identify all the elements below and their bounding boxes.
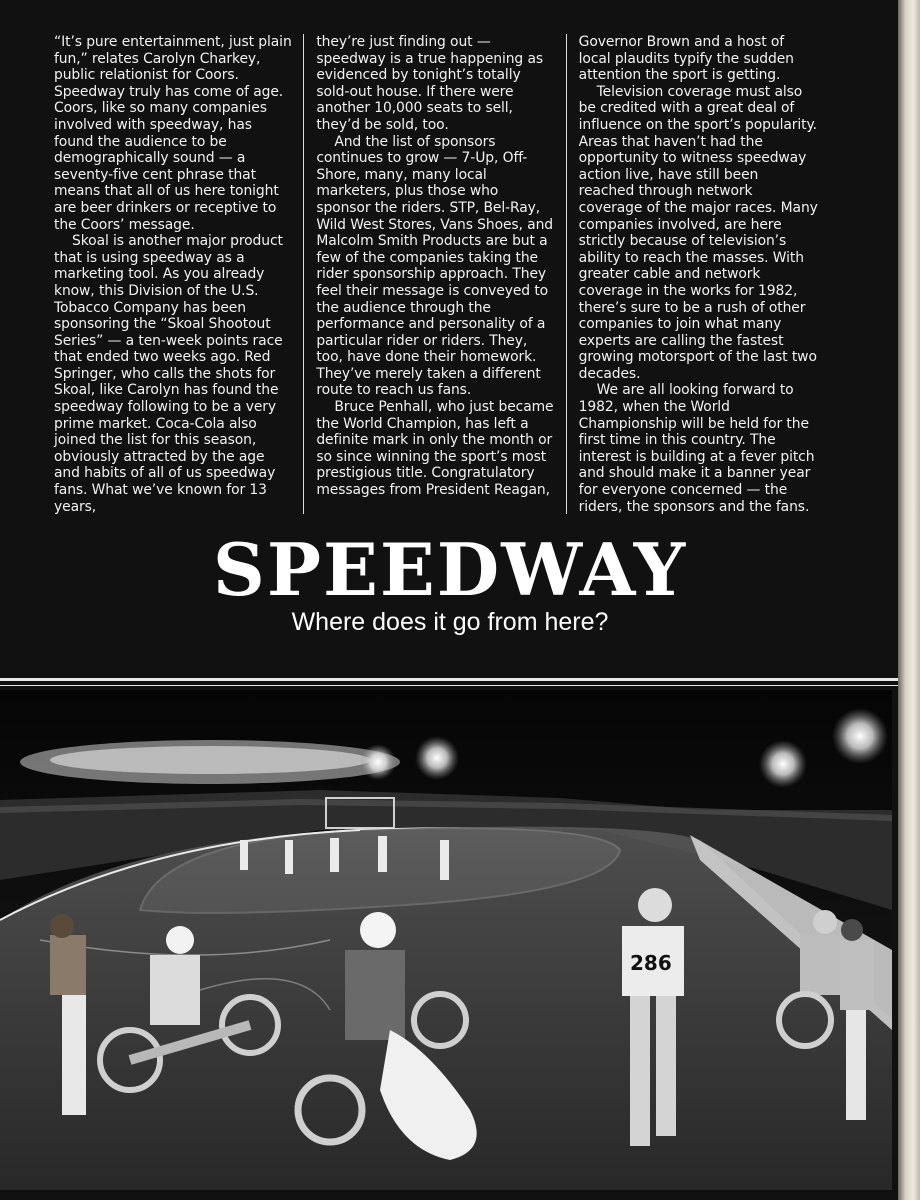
- paragraph: And the list of sponsors continues to grow — 7-Up, Off-Shore, many, many local marketers, plus those who sponsor the riders. STP, Bel-Ray, Wild West Stores, Vans Shoes, and Malcolm Smith Products are but a few of the companies taking the rider sponsorship approach. They feel their message is conveyed to the audience through the performance and personality of a particular rider or riders. They, too, have done their homework. They’ve merely taken a different route to reach us fans.: [316, 133, 554, 399]
- divider-rule-thin: [0, 685, 898, 686]
- page-edge: [898, 0, 920, 1200]
- subheadline: Where does it go from here?: [291, 608, 609, 636]
- speedway-photo: [0, 690, 892, 1190]
- paragraph: Governor Brown and a host of local plaudits typify the sudden attention the sport is getting.: [578, 34, 794, 84]
- paragraph: We are all looking forward to 1982, when the World Championship will be held for the first time in this country. The interest is building at a fever pitch and should make it a banner year for everyone concerned — the riders, the sponsors and the fans.: [578, 382, 815, 515]
- column-1: [48, 34, 303, 514]
- paragraph: they’re just finding out — speedway is a true happening as evidenced by tonight’s totally sold-out house. If there were another 10,000 seats to sell, they’d be sold, too.: [316, 34, 544, 133]
- column-3: [566, 34, 828, 514]
- paragraph: “It’s pure entertainment, just plain fun,” relates Carolyn Charkey, public relationist for Coors. Speedway truly has come of age. Coors, like so many companies involved with speedway, has found the audience to be demographically sound — a seventy-five cent phrase that means that all of us here tonight are beer drinkers or receptive to the Coors’ message.: [54, 34, 292, 233]
- headline: SPEEDWAY: [212, 527, 688, 612]
- paragraph: Bruce Penhall, who just became the World Champion, has left a definite mark in only the month or so since winning the sport’s most prestigious title. Congratulatory messages from President Reagan,: [316, 399, 554, 499]
- column-2: [303, 34, 565, 514]
- paragraph: Television coverage must also be credited with a great deal of influence on the sport’s popularity. Areas that haven’t had the opportunity to witness speedway action live, have still been reached through network coverage of the major races. Many companies involved, are here strictly because of television’s ability to reach the masses. With greater cable and network coverage in the works for 1982, there’s sure to be a rush of other companies to join what many experts are calling the fastest growing motorsport of the last two decades.: [578, 83, 818, 382]
- rider-number: 286: [630, 951, 672, 975]
- divider-rule: [0, 678, 898, 681]
- photo-illustration: [0, 690, 892, 1190]
- article-columns: [48, 34, 828, 514]
- paragraph: Skoal is another major product that is using speedway as a marketing tool. As you already know, this Division of the U.S. Tobacco Company has been sponsoring the “Skoal Shootout Series” — a ten-week points race that ended two weeks ago. Red Springer, who calls the shots for Skoal, like Carolyn has found the speedway following to be a very prime market. Coca-Cola also joined the list for this season, obviously attracted by the age and habits of all of us speedway fans. What we’ve known for 13 years,: [54, 233, 283, 515]
